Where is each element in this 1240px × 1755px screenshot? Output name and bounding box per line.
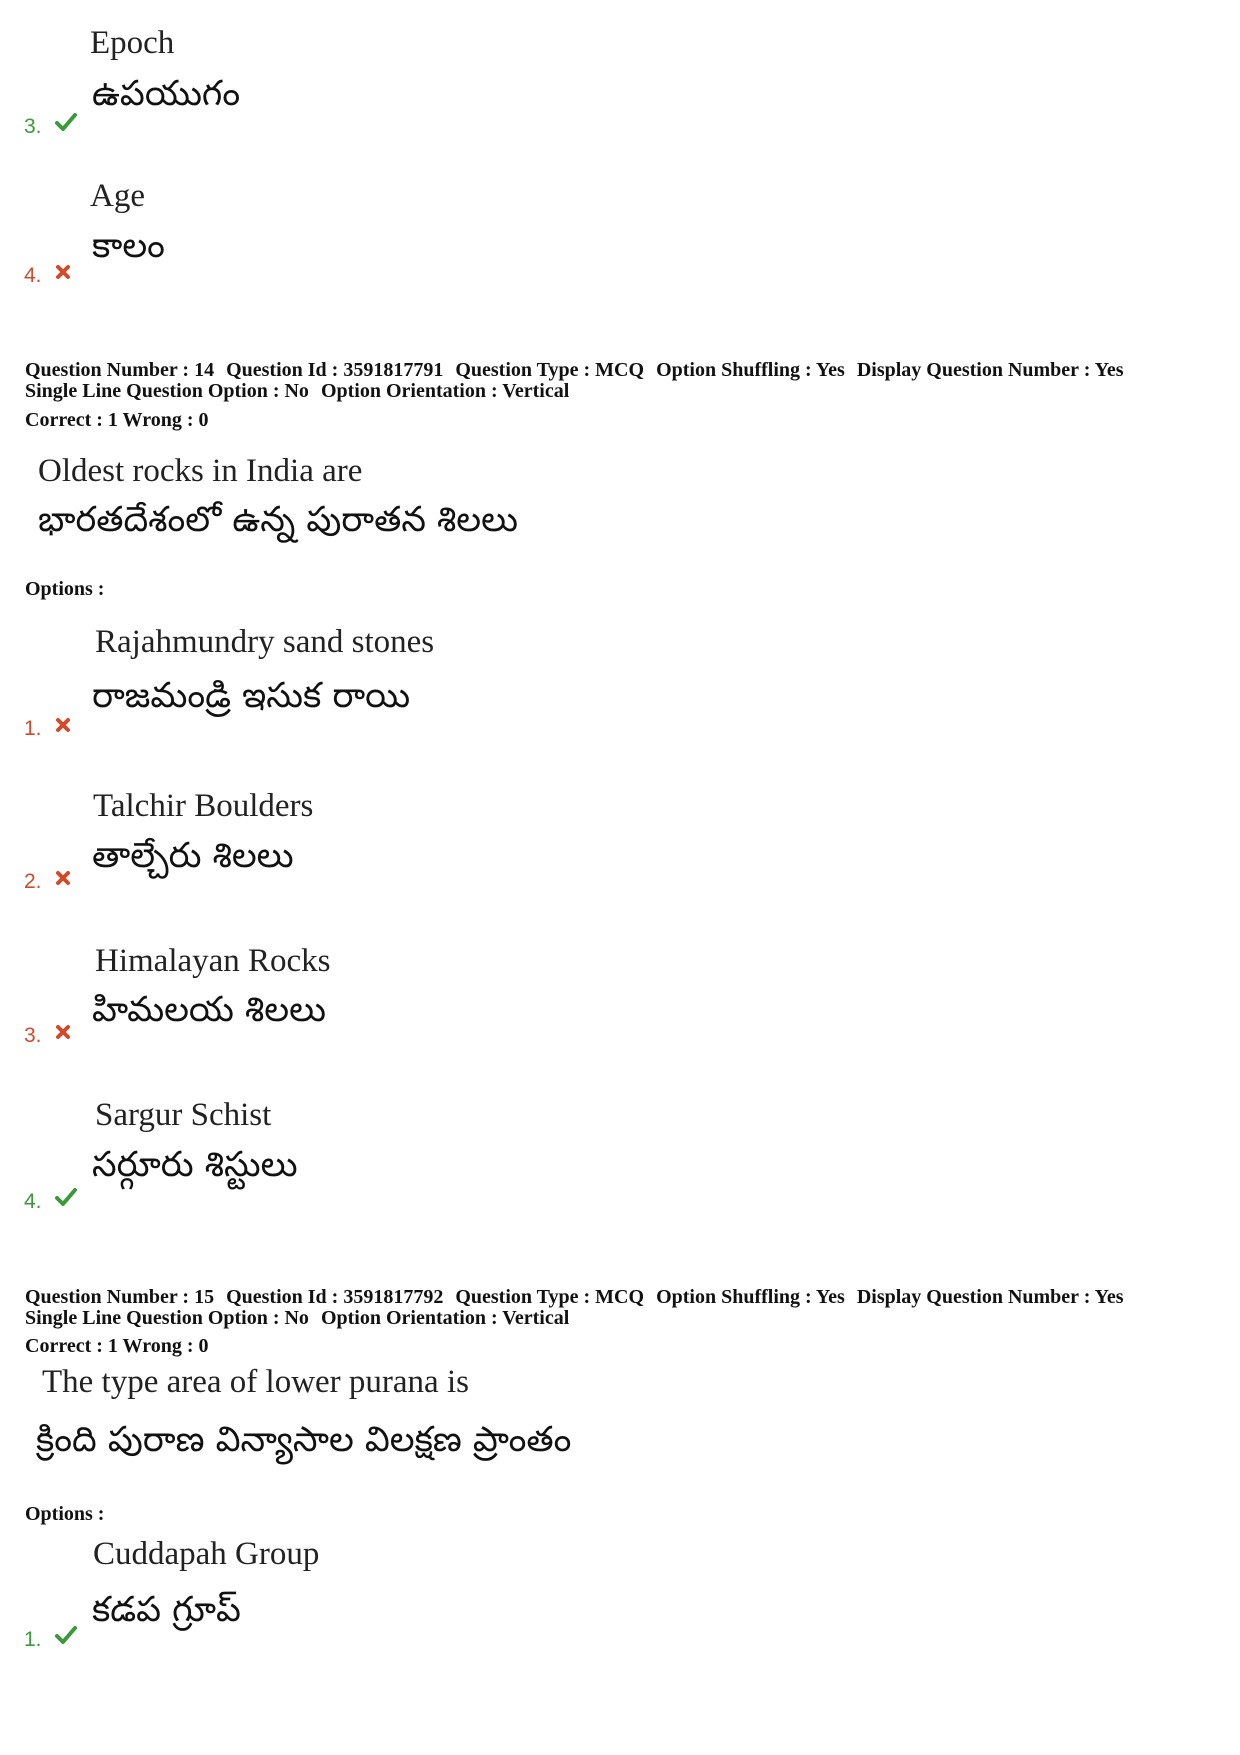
question-text-telugu: క్రింది పురాణ విన్యాసాల విలక్షణ ప్రాంతం: [36, 1420, 572, 1460]
options-label: Options :: [25, 578, 105, 600]
cross-icon: [55, 1024, 71, 1040]
single-line-option: Single Line Question Option : No: [25, 380, 309, 402]
option-number: [24, 717, 71, 741]
cross-icon: [55, 717, 71, 733]
option-number-text: 4.: [24, 264, 42, 287]
option-english: Cuddapah Group: [93, 1536, 320, 1572]
question-id: Question Id : 3591817792: [226, 1286, 444, 1308]
option-number: [24, 1188, 77, 1214]
question-meta-line2: [25, 381, 581, 402]
option-number-text: 1.: [24, 717, 42, 740]
option-number-text: 3.: [24, 115, 42, 138]
question-type: Question Type : MCQ: [455, 359, 645, 381]
cross-icon: [55, 870, 71, 886]
option-english: Talchir Boulders: [93, 788, 314, 824]
question-text-english: Oldest rocks in India are: [38, 453, 363, 489]
checkmark-icon: [55, 1188, 77, 1206]
option-english: Himalayan Rocks: [95, 943, 331, 979]
option-telugu: ఉపయుగం: [92, 74, 241, 114]
question-id: Question Id : 3591817791: [226, 359, 444, 381]
option-english: Epoch: [90, 25, 175, 61]
display-question-number: Display Question Number : Yes: [856, 359, 1124, 381]
option-telugu: తాల్చేరు శిలలు: [92, 836, 294, 876]
question-number: Question Number : 14: [25, 359, 215, 381]
option-number: [24, 1024, 71, 1048]
option-english: Sargur Schist: [95, 1097, 272, 1133]
checkmark-icon: [55, 113, 77, 131]
option-telugu: సర్గూరు శిస్టులు: [92, 1145, 298, 1185]
option-shuffling: Option Shuffling : Yes: [656, 359, 845, 381]
option-number-text: 4.: [24, 1190, 42, 1213]
question-text-telugu: భారతదేశంలో ఉన్న పురాతన శిలలు: [38, 500, 519, 540]
question-meta-line2: [25, 1308, 581, 1329]
option-number-text: 1.: [24, 1628, 42, 1651]
option-number: [24, 1626, 77, 1652]
option-orientation: Option Orientation : Vertical: [320, 1307, 570, 1329]
question-number: Question Number : 15: [25, 1286, 215, 1308]
option-telugu: కాలం: [92, 226, 165, 266]
option-orientation: Option Orientation : Vertical: [320, 380, 570, 402]
option-english: Rajahmundry sand stones: [95, 624, 435, 660]
option-number-text: 3.: [24, 1024, 42, 1047]
option-shuffling: Option Shuffling : Yes: [656, 1286, 845, 1308]
option-telugu: కడప గ్రూప్: [92, 1590, 241, 1630]
option-number: [24, 870, 71, 894]
question-score: Correct : 1 Wrong : 0: [25, 409, 209, 431]
options-label: Options :: [25, 1503, 105, 1525]
option-english: Age: [90, 178, 145, 214]
option-number-text: 2.: [24, 870, 42, 893]
question-type: Question Type : MCQ: [455, 1286, 645, 1308]
cross-icon: [55, 264, 71, 280]
option-telugu: రాజమండ్రి ఇసుక రాయి: [92, 676, 411, 716]
single-line-option: Single Line Question Option : No: [25, 1307, 309, 1329]
option-number: [24, 264, 71, 288]
question-text-english: The type area of lower purana is: [42, 1364, 469, 1400]
checkmark-icon: [55, 1626, 77, 1644]
option-number: [24, 113, 77, 139]
option-telugu: హిమలయ శిలలు: [92, 990, 327, 1030]
question-meta-line1: [25, 360, 1136, 381]
question-meta-line1: [25, 1287, 1136, 1308]
question-score: Correct : 1 Wrong : 0: [25, 1335, 209, 1357]
display-question-number: Display Question Number : Yes: [856, 1286, 1124, 1308]
